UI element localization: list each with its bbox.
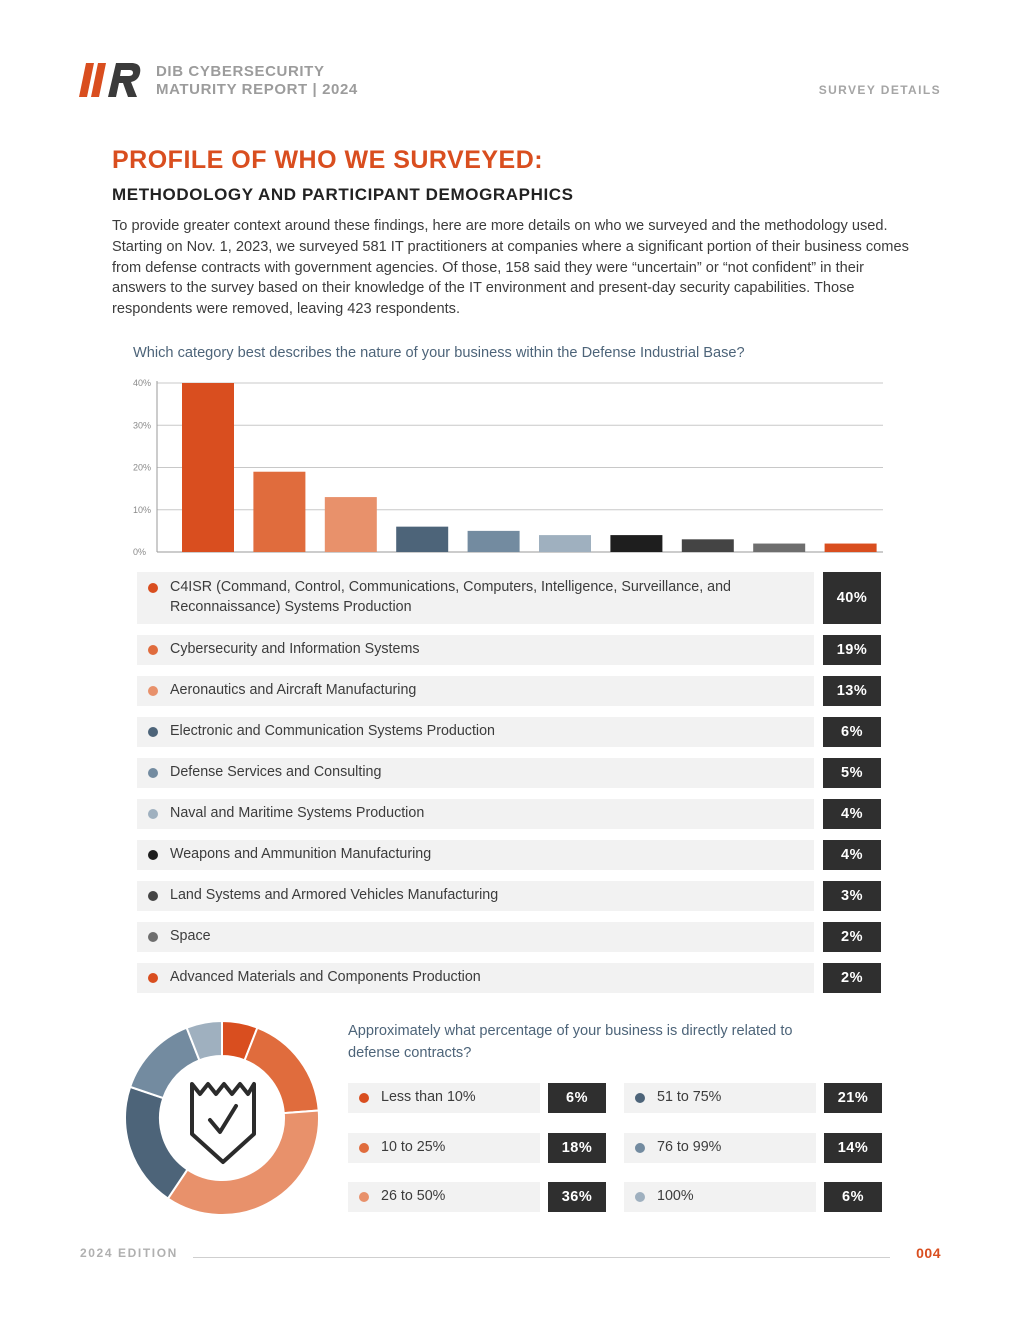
legend-dot-icon: [148, 686, 158, 696]
y-tick-label: 10%: [133, 504, 152, 515]
category-row: [137, 758, 881, 788]
donut-legend-value: 6%: [548, 1083, 606, 1113]
donut-legend-value: 18%: [548, 1133, 606, 1163]
intro-paragraph: To provide greater context around these findings, here are more details on who we surveyed and the methodology used. Starting on Nov. 1, 2023, we surveyed 581 IT practitioners at companies where a significant portion of their business comes from defense contracts with government agencies. Of those, 158 said they were “uncertain” or “not confident” in their answers to the survey based on their knowledge of the IT environment and present-day security capabilities. Those respondents were removed, leaving 423 respondents.: [112, 218, 909, 318]
category-label-box: [137, 881, 814, 911]
category-label: Electronic and Communication Systems Production: [170, 723, 496, 740]
page-subtitle: METHODOLOGY AND PARTICIPANT DEMOGRAPHICS: [112, 185, 574, 204]
category-label: Defense Services and Consulting: [170, 764, 382, 781]
category-label-box: [137, 922, 814, 952]
bar: [468, 531, 520, 552]
donut-chart-question: Approximately what percentage of your business is directly related to defense contracts?: [348, 1023, 793, 1061]
category-row: [137, 635, 881, 665]
category-label-box: [137, 572, 814, 624]
category-label-box: [137, 676, 814, 706]
y-tick-label: 20%: [133, 462, 152, 473]
donut-legend-label: 76 to 99%: [657, 1139, 722, 1156]
donut-legend-row: [624, 1133, 882, 1163]
legend-dot-icon: [148, 768, 158, 778]
category-label-box: [137, 758, 814, 788]
legend-dot-icon: [635, 1192, 645, 1202]
category-value: 4%: [823, 840, 881, 870]
page-title: PROFILE OF WHO WE SURVEYED:: [112, 146, 544, 174]
donut-legend-row: [348, 1182, 606, 1212]
legend-dot-icon: [359, 1093, 369, 1103]
shield-check-icon: [192, 1084, 254, 1162]
category-label: Aeronautics and Aircraft Manufacturing: [170, 682, 417, 699]
donut-legend-label: 100%: [657, 1188, 694, 1205]
donut-legend-row: [348, 1133, 606, 1163]
category-row: [137, 676, 881, 706]
bar: [253, 472, 305, 552]
report-title-line2: MATURITY REPORT | 2024: [156, 81, 358, 98]
category-row: [137, 881, 881, 911]
legend-dot-icon: [148, 891, 158, 901]
legend-dot-icon: [148, 727, 158, 737]
legend-dot-icon: [148, 583, 158, 593]
donut-legend-row: [624, 1083, 882, 1113]
donut-legend-label-box: [348, 1182, 540, 1212]
legend-dot-icon: [635, 1093, 645, 1103]
category-label-box: [137, 840, 814, 870]
category-value: 13%: [823, 676, 881, 706]
legend-dot-icon: [148, 932, 158, 942]
category-value: 3%: [823, 881, 881, 911]
bar: [682, 539, 734, 552]
category-label-box: [137, 799, 814, 829]
report-title: [156, 63, 358, 99]
category-label-box: [137, 635, 814, 665]
category-value: 19%: [823, 635, 881, 665]
y-tick-label: 0%: [133, 547, 147, 557]
donut-legend-label-box: [624, 1133, 816, 1163]
donut-legend-label: 26 to 50%: [381, 1188, 446, 1205]
category-label: Cybersecurity and Information Systems: [170, 641, 420, 658]
legend-dot-icon: [148, 973, 158, 983]
donut-legend-label-box: [348, 1133, 540, 1163]
bar: [325, 497, 377, 552]
category-label-box: [137, 717, 814, 747]
bar-chart-question: Which category best describes the nature of your business within the Defense Industrial Base?: [133, 345, 745, 361]
iir-logo: [79, 63, 141, 97]
donut-legend-label-box: [624, 1083, 816, 1113]
donut-legend-value: 36%: [548, 1182, 606, 1212]
category-row: [137, 922, 881, 952]
category-label: Weapons and Ammunition Manufacturing: [170, 846, 432, 863]
y-tick-label: 40%: [133, 378, 152, 388]
legend-dot-icon: [148, 809, 158, 819]
donut-legend-value: 6%: [824, 1182, 882, 1212]
bar: [753, 544, 805, 552]
category-label: Space: [170, 928, 211, 945]
donut-legend-label-box: [624, 1182, 816, 1212]
category-value: 5%: [823, 758, 881, 788]
donut-legend-label: 51 to 75%: [657, 1089, 722, 1106]
donut-slice: [125, 1087, 187, 1199]
bar: [539, 535, 591, 552]
category-label: Land Systems and Armored Vehicles Manufacturing: [170, 887, 499, 904]
donut-legend-row: [624, 1182, 882, 1212]
footer-divider: [193, 1257, 890, 1258]
category-label: C4ISR (Command, Control, Communications, Computers, Intelligence, Surveillance, and Reconnaissance) Systems Production: [170, 579, 731, 615]
legend-dot-icon: [359, 1192, 369, 1202]
donut-legend-label: 10 to 25%: [381, 1139, 446, 1156]
category-row: [137, 840, 881, 870]
page-number: 004: [916, 1245, 941, 1261]
donut-legend-value: 21%: [824, 1083, 882, 1113]
category-label: Advanced Materials and Components Production: [170, 969, 481, 986]
footer-edition: 2024 EDITION: [80, 1246, 178, 1260]
donut-slice: [130, 1028, 199, 1098]
category-row: [137, 717, 881, 747]
category-row: [137, 963, 881, 993]
report-title-line1: DIB CYBERSECURITY: [156, 63, 325, 80]
category-label-box: [137, 963, 814, 993]
bar: [610, 535, 662, 552]
bar: [825, 544, 877, 552]
donut-chart: [120, 1016, 324, 1220]
section-label: SURVEY DETAILS: [818, 83, 941, 97]
bar-chart: [120, 372, 890, 562]
bar: [396, 527, 448, 552]
category-value: 6%: [823, 717, 881, 747]
category-value: 40%: [823, 572, 881, 624]
donut-legend-value: 14%: [824, 1133, 882, 1163]
legend-dot-icon: [148, 850, 158, 860]
category-value: 4%: [823, 799, 881, 829]
category-label: Naval and Maritime Systems Production: [170, 805, 425, 822]
category-row: [137, 572, 881, 624]
legend-dot-icon: [359, 1143, 369, 1153]
legend-dot-icon: [635, 1143, 645, 1153]
y-tick-label: 30%: [133, 420, 152, 431]
category-row: [137, 799, 881, 829]
legend-dot-icon: [148, 645, 158, 655]
bar: [182, 383, 234, 552]
donut-legend-label: Less than 10%: [381, 1089, 476, 1106]
category-value: 2%: [823, 922, 881, 952]
donut-legend-label-box: [348, 1083, 540, 1113]
donut-legend-row: [348, 1083, 606, 1113]
category-value: 2%: [823, 963, 881, 993]
